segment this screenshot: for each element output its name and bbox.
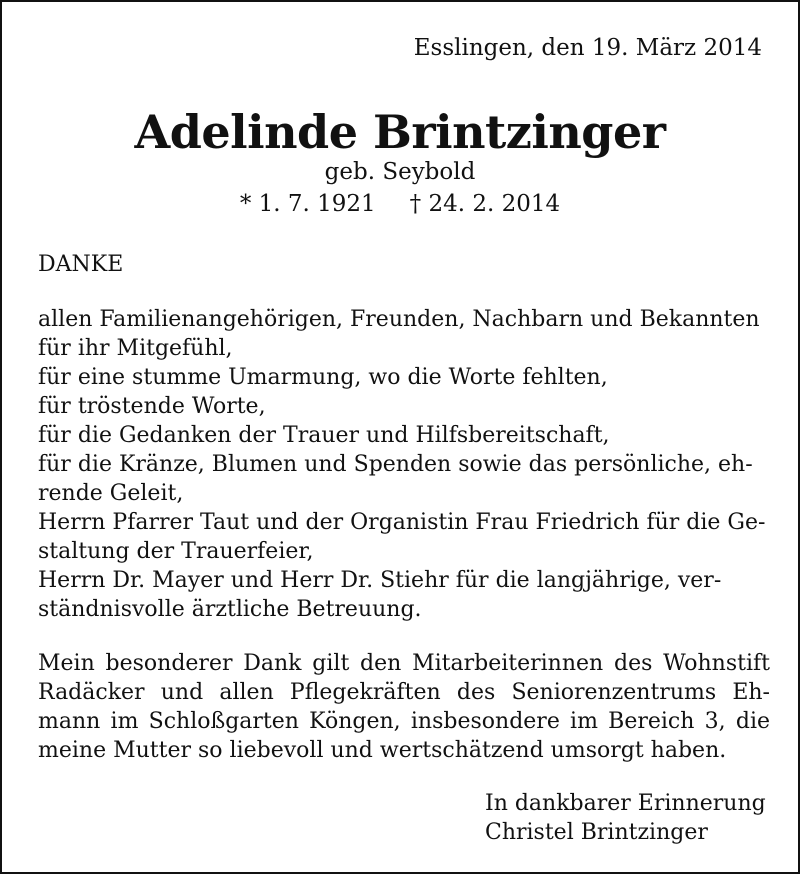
signature-name: Christel Brintzinger (485, 820, 708, 845)
thanks-line: für tröstende Worte, (38, 394, 266, 419)
thanks-line: rende Geleit, (38, 481, 184, 506)
thanks-line: für die Gedanken der Trauer und Hilfsbereitschaft, (38, 423, 610, 448)
special-thanks-line: meine Mutter so liebevoll und wertschätzend umsorgt haben. (38, 738, 727, 763)
thanks-line: für ihr Mitgefühl, (38, 336, 233, 361)
thanks-heading: DANKE (38, 252, 124, 277)
deceased-name: Adelinde Brintzinger (134, 105, 666, 159)
maiden-name: geb. Seybold (324, 159, 476, 185)
special-thanks-line: Mein besonderer Dank gilt den Mitarbeiterinnen des Wohnstift (38, 651, 770, 676)
death-date: † 24. 2. 2014 (409, 191, 561, 217)
special-thanks-line: mann im Schloßgarten Köngen, insbesondere im Bereich 3, die (38, 709, 770, 734)
signature-closing: In dankbarer Erinnerung (485, 791, 766, 816)
thanks-line: für die Kränze, Blumen und Spenden sowie das persönliche, eh- (38, 452, 753, 477)
life-dates (2, 189, 798, 219)
thanks-line: für eine stumme Umarmung, wo die Worte fehlten, (38, 365, 608, 390)
special-thanks-line: Radäcker und allen Pflegekräften des Seniorenzentrums Eh- (38, 680, 770, 705)
thanks-list (38, 305, 770, 624)
thanks-line: Herrn Dr. Mayer und Herr Dr. Stiehr für die langjährige, ver- (38, 568, 722, 593)
thanks-line: allen Familienangehörigen, Freunden, Nachbarn und Bekannten (38, 307, 760, 332)
place-date: Esslingen, den 19. März 2014 (413, 35, 762, 61)
thanks-line: Herrn Pfarrer Taut und der Organistin Frau Friedrich für die Ge- (38, 510, 766, 535)
special-thanks-paragraph (38, 649, 770, 765)
birth-date: * 1. 7. 1921 (239, 191, 376, 217)
signature-block (485, 789, 766, 847)
thanks-line: staltung der Trauerfeier, (38, 539, 314, 564)
thanks-line: ständnisvolle ärztliche Betreuung. (38, 597, 422, 622)
